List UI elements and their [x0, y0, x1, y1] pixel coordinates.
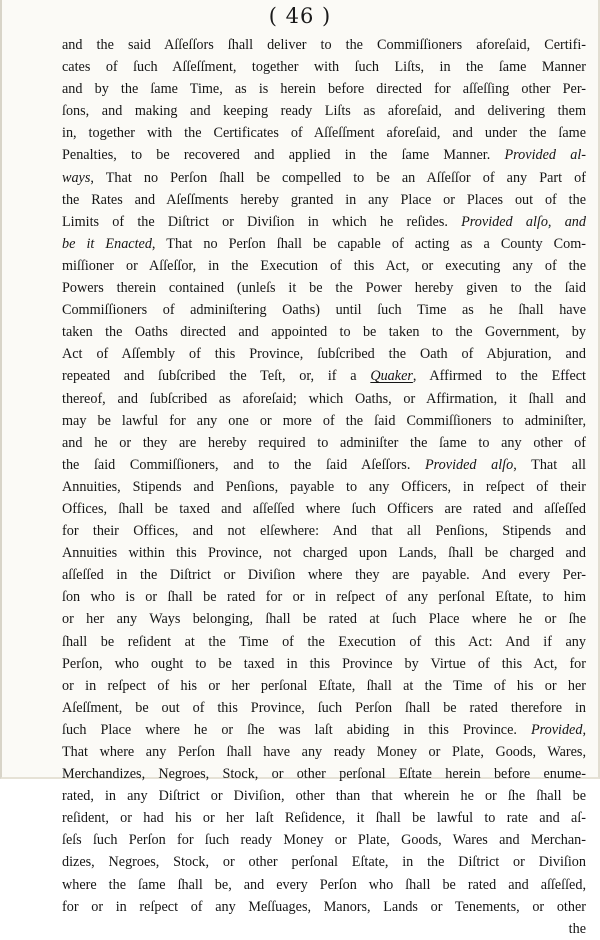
- text-line: [62, 653, 586, 675]
- text-line: [62, 564, 586, 586]
- text-run: Annuities, Stipends and Penſions, payable to any Officers, in reſpect of their: [62, 478, 586, 495]
- text-run: Powers therein contained (unleſs it be the Power hereby given to the ſaid: [62, 280, 586, 297]
- text-line: [62, 144, 586, 166]
- text-run: and the said Aſſeſſors ſhall deliver to the Commiſſioners aforeſaid, Certifi-: [62, 37, 586, 53]
- text-run: thereof, and ſubſcribed as aforeſaid; which Oaths, or Affirmation, it ſhall and: [62, 390, 586, 407]
- text-line: [62, 763, 586, 785]
- emphasized-text: Provided,: [530, 721, 586, 738]
- text-run: reſident, or had his or her laſt Reſidence, it ſhall be lawful to rate and aſ-: [62, 810, 586, 827]
- text-line: [62, 56, 586, 78]
- text-line: [62, 211, 586, 233]
- text-run: Act of Aſſembly of this Province, ſubſcribed the Oath of Abjuration, and: [62, 346, 586, 363]
- text-line: [62, 167, 586, 189]
- text-run: rated, in any Diſtrict or Diviſion, other than that wherein he or ſhe ſhall be: [62, 788, 586, 805]
- text-run: Aſeſſment, be out of this Province, ſuch Perſon ſhall be rated therefore in: [62, 699, 586, 716]
- text-line: [62, 343, 586, 365]
- text-line: [62, 365, 586, 387]
- text-line: [62, 719, 586, 741]
- text-run: where the ſame ſhall be, and every Perſon who ſhall be rated and aſſeſſed,: [62, 876, 586, 893]
- text-run: That where any Perſon ſhall have any ready Money or Plate, Goods, Wares,: [62, 744, 586, 760]
- text-run: , That all: [513, 456, 586, 473]
- text-run: the Rates and Aſeſſments hereby granted in any Place or Places out of the: [62, 191, 586, 208]
- body-paragraph: [62, 34, 586, 940]
- text-run: , That no Perſon ſhall be compelled to be an Aſſeſſor of any Part of: [90, 169, 586, 186]
- text-run: and he or they are hereby required to adminiſter the ſame to any other of: [62, 434, 586, 451]
- text-line: [62, 741, 586, 763]
- text-line: [62, 631, 586, 653]
- text-line: [62, 476, 586, 498]
- text-line: [62, 122, 586, 144]
- text-run: , That no Perſon ſhall be capable of acting as a County Com-: [151, 235, 586, 252]
- text-line: [62, 34, 586, 56]
- text-run: ſon who is or ſhall be rated for or in reſpect of any perſonal Eſtate, to him: [62, 589, 586, 606]
- text-run: dizes, Negroes, Stock, or other perſonal Eſtate, in the Diſtrict or Diviſion: [62, 854, 586, 871]
- text-line: [62, 410, 586, 432]
- text-run: for or in reſpect of any Meſſuages, Manors, Lands or Tenements, or other: [62, 898, 586, 915]
- text-run: ſuch Place where he or ſhe was laſt abiding in this Province.: [62, 721, 531, 738]
- text-run: aſſeſſed in the Diſtrict or Diviſion where they are payable. And every Per-: [62, 567, 586, 584]
- page-number: ( 46 ): [268, 4, 332, 28]
- text-run: cates of ſuch Aſſeſſment, together with ſuch Liſts, in the ſame Manner: [62, 59, 586, 76]
- text-line: [62, 851, 586, 873]
- text-run: Limits of the Diſtrict or Diviſion in which he reſides.: [62, 213, 462, 230]
- text-run: ſeſs ſuch Perſon for ſuch ready Money or Plate, Goods, Wares and Merchan-: [62, 832, 586, 849]
- text-line: [62, 321, 586, 343]
- text-run: for their Offices, and not elſewhere: And that all Penſions, Stipends and: [62, 523, 586, 540]
- emphasized-text: be it Enacted: [62, 235, 152, 252]
- text-line: [62, 255, 586, 277]
- text-run: or her any Ways belonging, ſhall be rated at ſuch Place where he or ſhe: [62, 611, 586, 628]
- text-line: [62, 586, 586, 608]
- text-run: in, together with the Certificates of Aſſeſſment aforeſaid, and under the ſame: [62, 125, 586, 142]
- text-line: [62, 829, 586, 851]
- text-run: Perſon, who ought to be taxed in this Province by Virtue of this Act, for: [62, 655, 586, 672]
- catchword: the: [568, 920, 586, 937]
- text-line: [62, 100, 586, 122]
- text-line: [62, 189, 586, 211]
- emphasized-text: Provided alſo: [425, 456, 514, 473]
- text-line: [62, 277, 586, 299]
- text-run: may be lawful for any one or more of the ſaid Commiſſioners to adminiſter,: [62, 412, 586, 429]
- text-line: [62, 807, 586, 829]
- text-line: [62, 432, 586, 454]
- text-run: Merchandizes, Negroes, Stock, or other perſonal Eſtate herein before enume-: [62, 766, 586, 783]
- text-line: [62, 498, 586, 520]
- text-line: [62, 697, 586, 719]
- text-line: [62, 233, 586, 255]
- text-run: Penalties, to be recovered and applied in the ſame Manner.: [62, 147, 505, 164]
- text-run: , Affirmed to the Effect: [412, 368, 586, 385]
- text-run: ſhall be reſident at the Time of the Execution of this Act: And if any: [62, 633, 586, 650]
- emphasized-text: Quaker: [370, 368, 413, 385]
- text-run: ſons, and making and keeping ready Liſts as aforeſaid, and delivering them: [62, 103, 586, 120]
- emphasized-text: Provided alſo, and: [461, 213, 586, 230]
- text-run: miſſioner or Aſſeſſor, in the Execution of this Act, or executing any of the: [62, 257, 586, 274]
- text-line: [62, 454, 586, 476]
- text-run: Annuities within this Province, not charged upon Lands, ſhall be charged and: [62, 545, 586, 562]
- text-run: taken the Oaths directed and appointed to be taken to the Government, by: [62, 324, 586, 341]
- text-run: repeated and ſubſcribed the Teſt, or, if a: [62, 368, 371, 385]
- text-line: [62, 78, 586, 100]
- text-line: [62, 785, 586, 807]
- text-run: Offices, ſhall be taxed and aſſeſſed where ſuch Officers are rated and aſſeſſed: [62, 500, 586, 517]
- text-line: [62, 896, 586, 918]
- text-line: [62, 299, 586, 321]
- text-line: [62, 608, 586, 630]
- text-line: [62, 388, 586, 410]
- text-run: or in reſpect of his or her perſonal Eſtate, ſhall at the Time of his or her: [62, 677, 586, 694]
- emphasized-text: Provided al-: [504, 147, 586, 164]
- text-line: [62, 874, 586, 896]
- text-run: and by the ſame Time, as is herein before directed for aſſeſſing other Per-: [62, 81, 586, 98]
- text-line: [62, 675, 586, 697]
- text-run: the ſaid Commiſſioners, and to the ſaid Aſeſſors.: [62, 456, 426, 473]
- emphasized-text: ways: [62, 169, 91, 186]
- text-run: Commiſſioners of adminiſtering Oaths) until ſuch Time as he ſhall have: [62, 302, 586, 319]
- text-line: [62, 542, 586, 564]
- text-line: [62, 520, 586, 542]
